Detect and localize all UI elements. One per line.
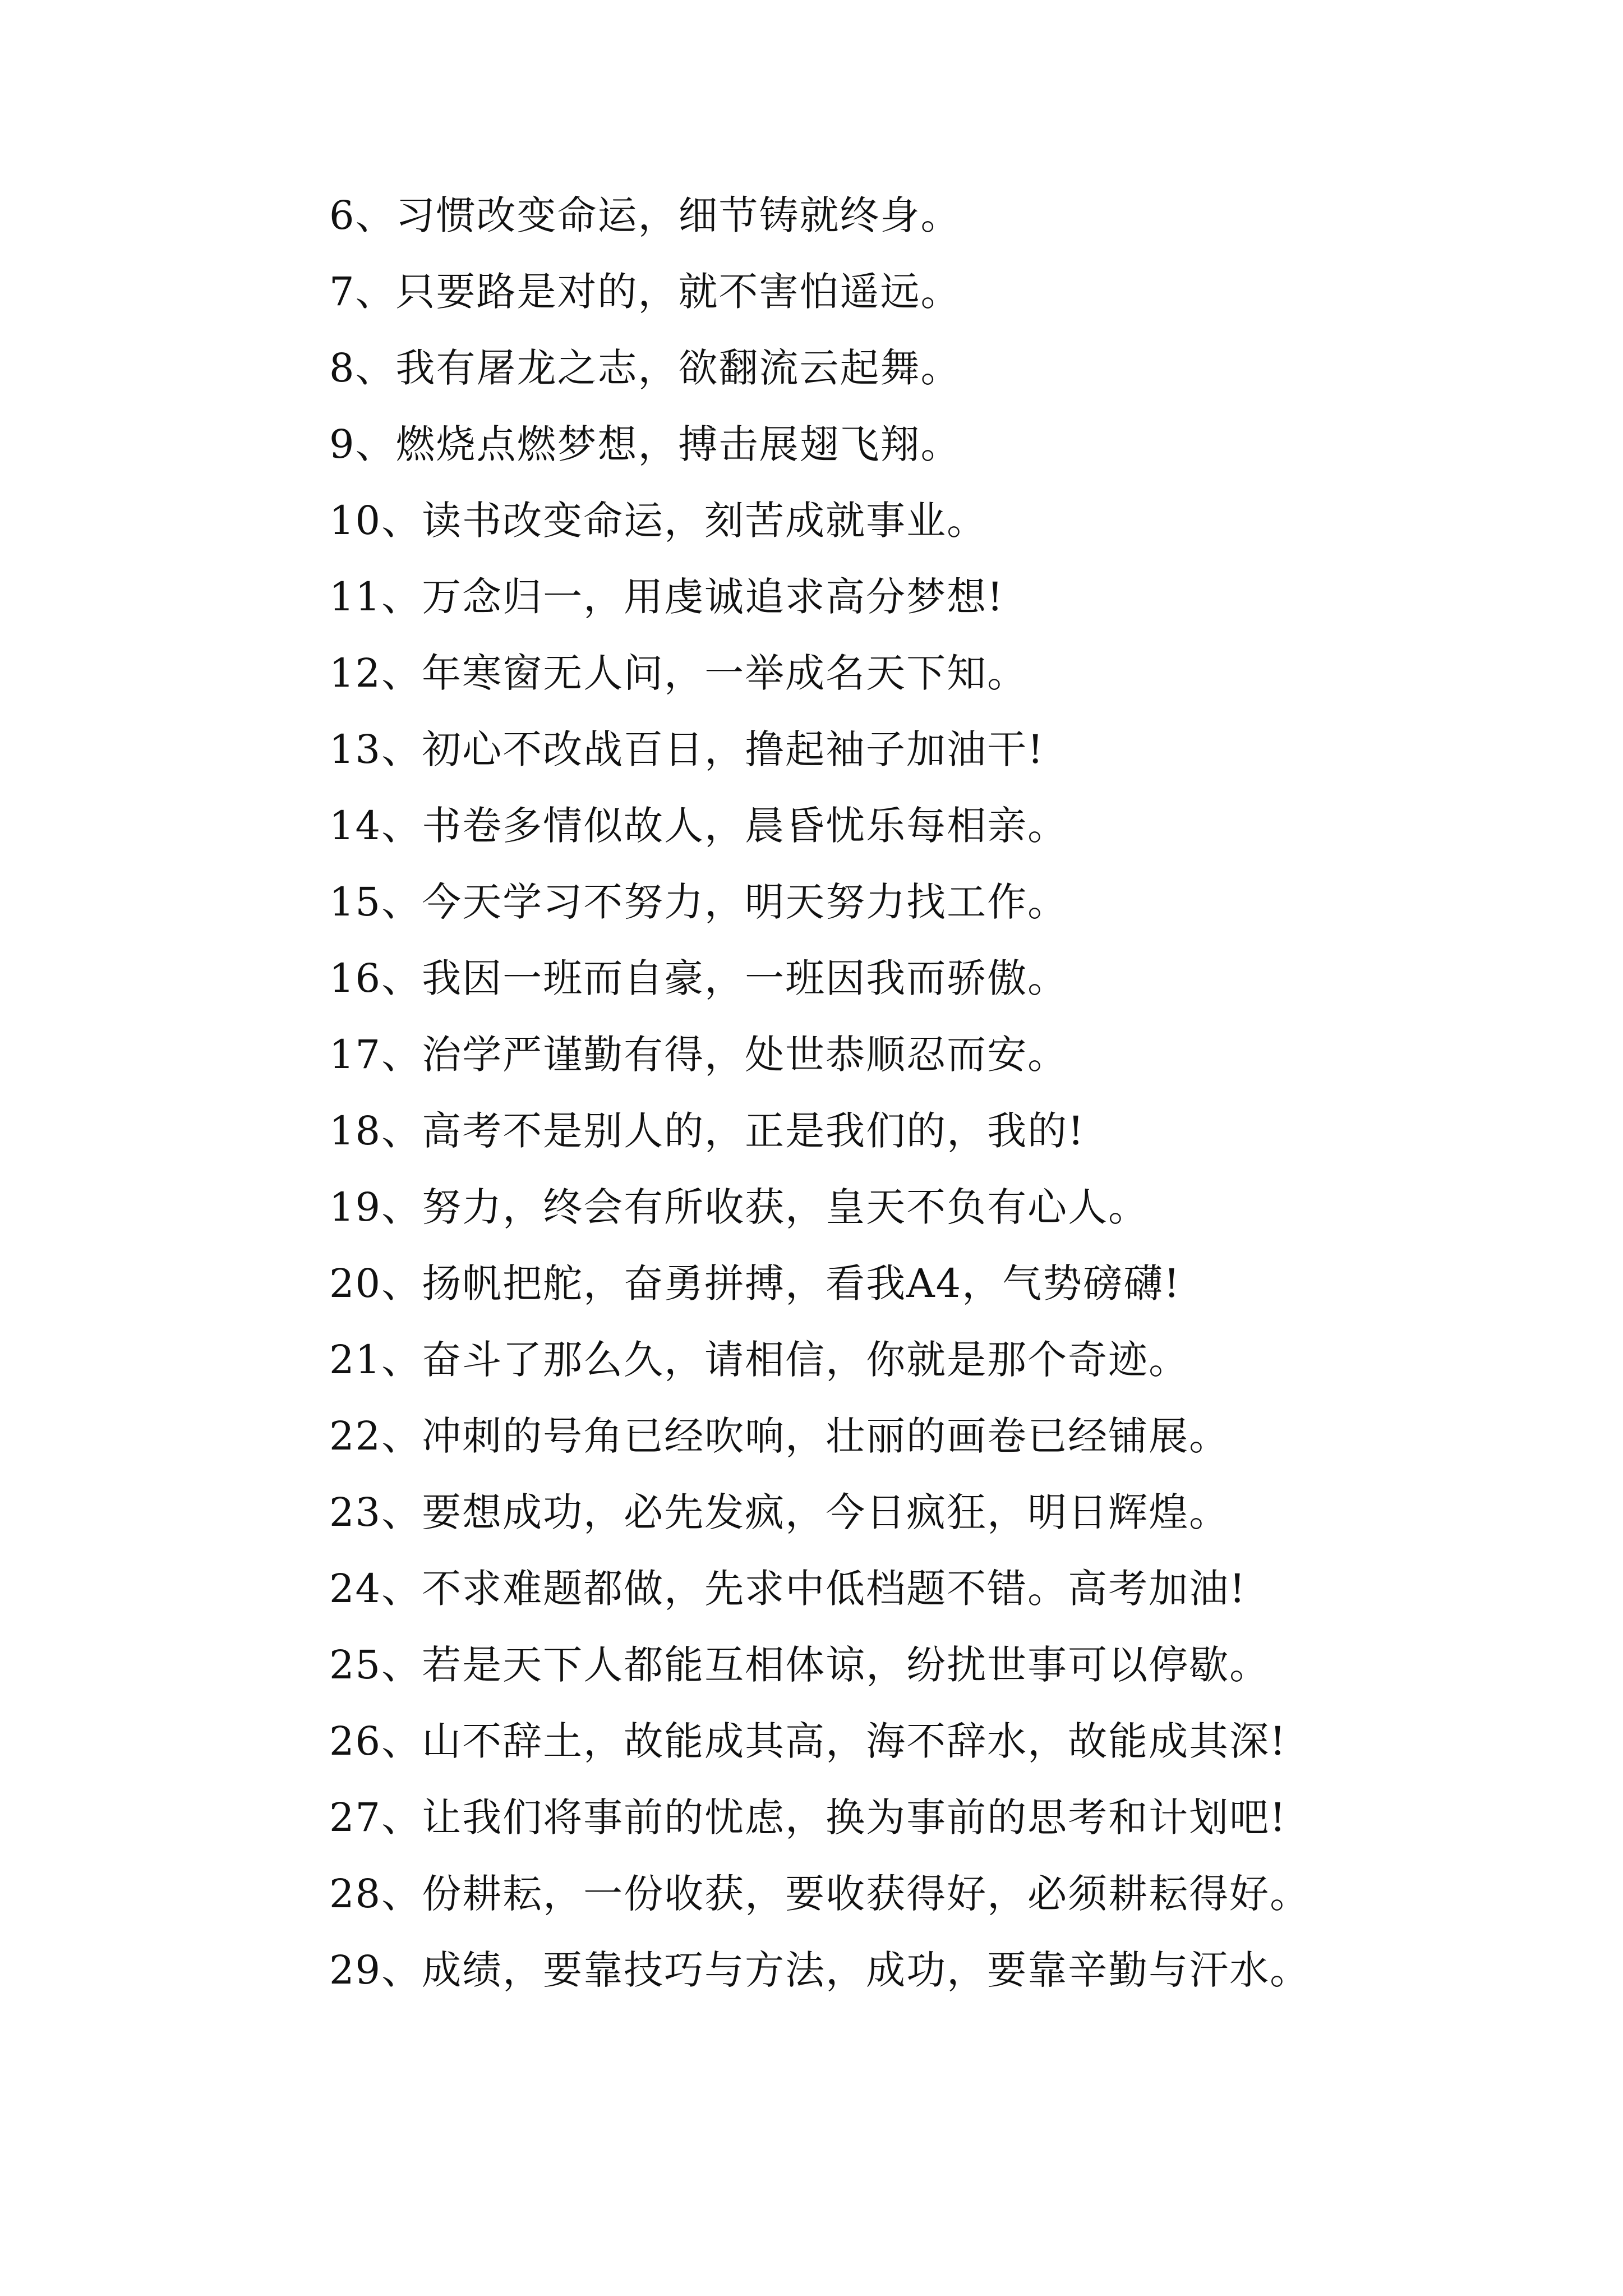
list-item: 21、奋斗了那么久，请相信，你就是那个奇迹。: [329, 1337, 1189, 1383]
list-item: 11、万念归一，用虔诚追求高分梦想!: [329, 574, 1004, 620]
list-item: 12、年寒窗无人问，一举成名天下知。: [329, 650, 1028, 696]
list-item: 14、书卷多情似故人，晨昏忧乐每相亲。: [329, 803, 1068, 849]
list-item: 19、努力，终会有所收获，皇天不负有心人。: [329, 1184, 1149, 1230]
list-item: 27、让我们将事前的忧虑，换为事前的思考和计划吧!: [329, 1795, 1287, 1841]
list-item: 22、冲刺的号角已经吹响，壮丽的画卷已经铺展。: [329, 1413, 1230, 1459]
list-item: 25、若是天下人都能互相体谅，纷扰世事可以停歇。: [329, 1642, 1270, 1688]
list-item: 18、高考不是别人的，正是我们的，我的!: [329, 1108, 1085, 1154]
list-item: 26、山不辞土，故能成其高，海不辞水，故能成其深!: [329, 1718, 1287, 1764]
list-item: 6、习惯改变命运，细节铸就终身。: [329, 192, 961, 238]
numbered-line-list: [329, 177, 1563, 2008]
list-item: 16、我因一班而自豪，一班因我而骄傲。: [329, 955, 1068, 1001]
list-item: 15、今天学习不努力，明天努力找工作。: [329, 879, 1068, 925]
list-item: 20、扬帆把舵，奋勇拼搏，看我A4，气势磅礴!: [329, 1260, 1181, 1306]
list-item: 9、燃烧点燃梦想，搏击展翅飞翔。: [329, 421, 961, 467]
list-item: 13、初心不改战百日，撸起袖子加油干!: [329, 726, 1045, 772]
list-item: 10、读书改变命运，刻苦成就事业。: [329, 498, 988, 544]
list-item: 17、治学严谨勤有得，处世恭顺忍而安。: [329, 1032, 1068, 1078]
list-item: 23、要想成功，必先发疯，今日疯狂，明日辉煌。: [329, 1489, 1230, 1535]
list-item: 28、份耕耘，一份收获，要收获得好，必须耕耘得好。: [329, 1871, 1311, 1917]
list-item: 8、我有屠龙之志，欲翻流云起舞。: [329, 345, 961, 391]
list-item: 7、只要路是对的，就不害怕遥远。: [329, 269, 961, 315]
list-item: 24、不求难题都做，先求中低档题不错。高考加油!: [329, 1566, 1247, 1612]
list-item: 29、成绩，要靠技巧与方法，成功，要靠辛勤与汗水。: [329, 1947, 1311, 1993]
